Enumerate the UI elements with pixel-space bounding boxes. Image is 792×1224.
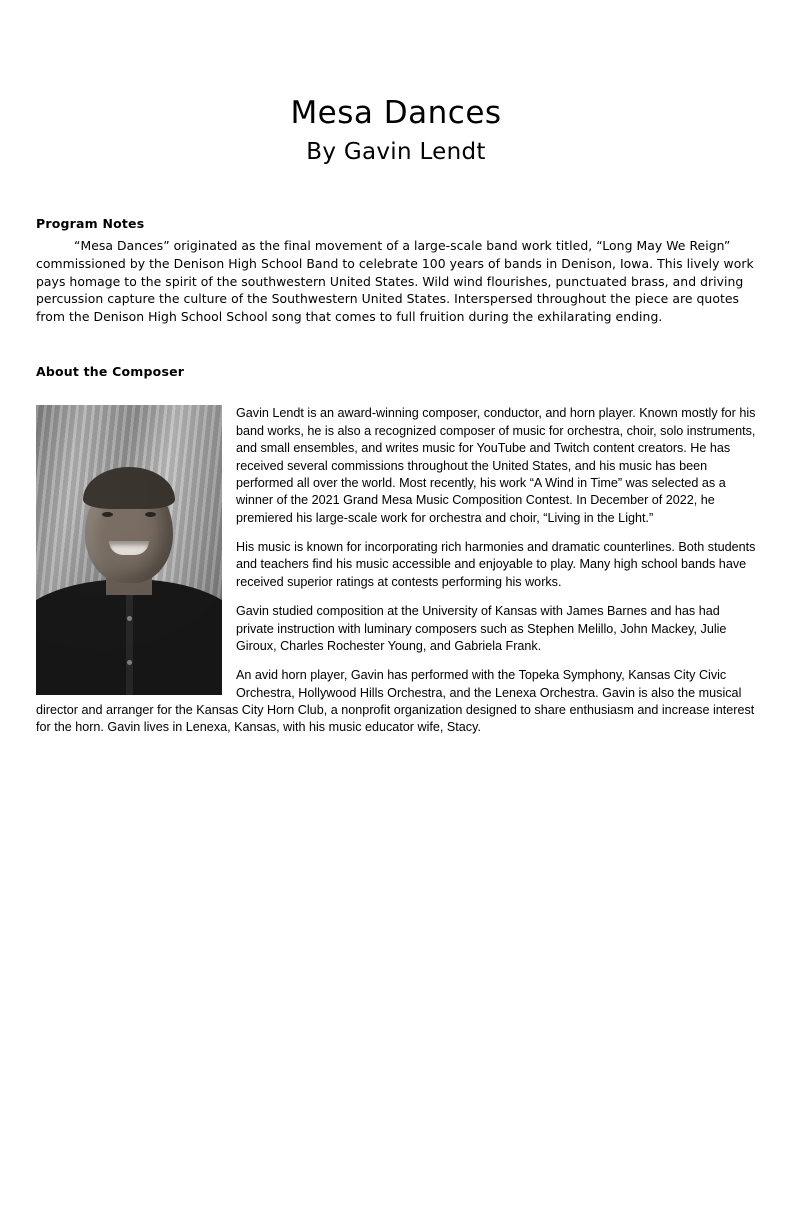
about-composer-heading: About the Composer xyxy=(36,364,185,380)
program-notes-heading: Program Notes xyxy=(36,216,145,232)
composer-portrait-image xyxy=(36,405,222,695)
composer-bio-paragraph: His music is known for incorporating rich harmonies and dramatic counterlines. Both students and teachers find his music accessible and enjoyable to play. Many high school bands have received superior ratings at contests performing his works. xyxy=(236,540,756,589)
program-notes-body xyxy=(36,237,756,325)
program-notes-text: “Mesa Dances” originated as the final movement of a large-scale band work titled, “Long May We Reign” commissioned by the Denison High School Band to celebrate 100 years of bands in Denison, Iowa. This lively work pays homage to the spirit of the southwestern United States. Wild wind flourishes, punctuated brass, and driving percussion capture the culture of the Southwestern United States. Interspersed throughout the piece are quotes from the Denison High School School song that comes to full fruition during the exhilarating ending. xyxy=(36,238,754,324)
composer-bio-paragraph: An avid horn player, Gavin has performed with the Topeka Symphony, Kansas City Civic Orchestra, Hollywood Hills Orchestra, and the Lenexa Orchestra. Gavin is also the musical director and arranger for the Kansas City Horn Club, a nonprofit organization designed to share enthusiasm and increase interest for the horn. Gavin lives in Lenexa, Kansas, with his music educator wife, Stacy. xyxy=(36,668,755,735)
page-byline: By Gavin Lendt xyxy=(306,139,486,166)
composer-block xyxy=(36,405,756,736)
portrait-grain-overlay xyxy=(36,405,222,695)
composer-bio-paragraph: Gavin Lendt is an award-winning composer, conductor, and horn player. Known mostly for his band works, he is also a recognized composer of music for orchestra, choir, solo instruments, and small ensembles, and writes music for YouTube and Twitch content creators. He has received several commissions throughout the United States, and his music has been performed all over the world. Most recently, his work “A Wind in Time” was selected as a winner of the 2021 Grand Mesa Music Composition Contest. In December of 2022, he premiered his large-scale work for orchestra and choir, “Living in the Light.” xyxy=(236,406,756,525)
composer-bio-paragraph: Gavin studied composition at the University of Kansas with James Barnes and has had private instruction with luminary composers such as Stephen Melillo, John Mackey, Julie Giroux, Charles Rochester Young, and Gabriela Frank. xyxy=(236,604,727,653)
page-title: Mesa Dances xyxy=(290,95,502,131)
